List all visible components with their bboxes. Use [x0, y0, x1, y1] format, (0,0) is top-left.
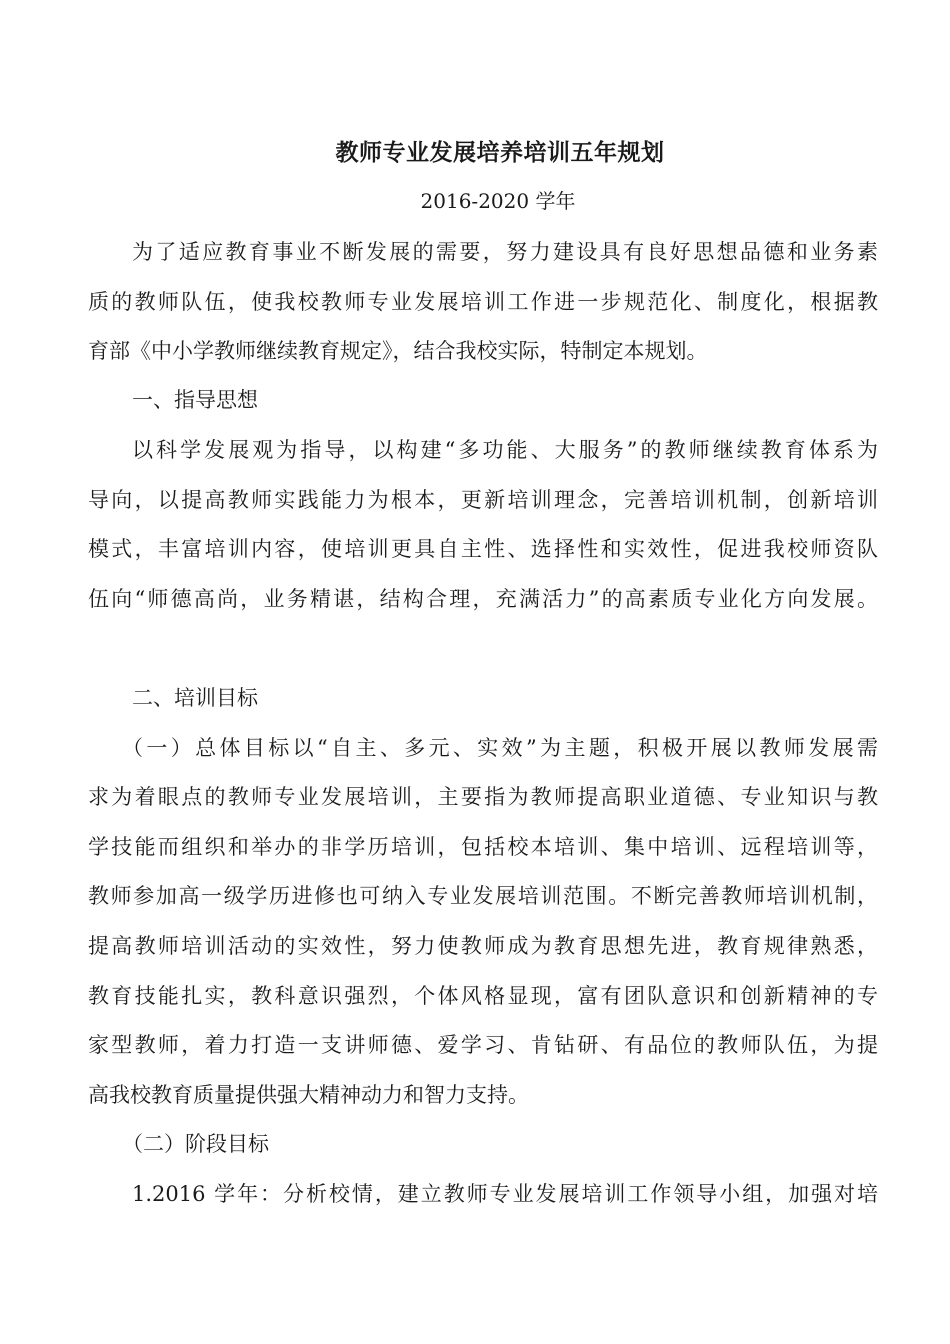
paragraph-line: 教育技能扎实，教科意识强烈，个体风格显现，富有团队意识和创新精神的专 — [88, 984, 878, 1008]
paragraph-line: 质的教师队伍，使我校教师专业发展培训工作进一步规范化、制度化，根据教 — [88, 290, 878, 314]
paragraph-line: （一）总体目标以“自主、多元、实效”为主题，积极开展以教师发展需 — [122, 736, 878, 760]
paragraph-line: 导向，以提高教师实践能力为根本，更新培训理念，完善培训机制，创新培训 — [88, 488, 878, 512]
paragraph-line: 教师参加高一级学历进修也可纳入专业发展培训范围。不断完善教师培训机制， — [88, 884, 878, 908]
document-subtitle: 2016-2020 学年 — [420, 189, 576, 213]
section-heading: 一、指导思想 — [132, 388, 258, 412]
document-title: 教师专业发展培养培训五年规划 — [335, 140, 665, 166]
paragraph-line: 1.2016 学年：分析校情，建立教师专业发展培训工作领导小组，加强对培 — [132, 1182, 878, 1206]
paragraph-line: 求为着眼点的教师专业发展培训，主要指为教师提高职业道德、专业知识与教 — [88, 785, 878, 809]
paragraph-line: 为了适应教育事业不断发展的需要，努力建设具有良好思想品德和业务素 — [132, 240, 878, 264]
paragraph-line: 高我校教育质量提供强大精神动力和智力支持。 — [88, 1083, 529, 1107]
section-heading: 二、培训目标 — [132, 686, 258, 710]
paragraph-line: 学技能而组织和举办的非学历培训，包括校本培训、集中培训、远程培训等， — [88, 835, 878, 859]
paragraph-line: 以科学发展观为指导，以构建“多功能、大服务”的教师继续教育体系为 — [132, 438, 878, 462]
subsection-heading: （二）阶段目标 — [122, 1132, 269, 1156]
paragraph-line: 家型教师，着力打造一支讲师德、爱学习、肯钻研、有品位的教师队伍，为提 — [88, 1033, 878, 1057]
paragraph-line: 伍向“师德高尚，业务精谌，结构合理，充满活力”的高素质专业化方向发展。 — [88, 587, 878, 611]
paragraph-line: 提高教师培训活动的实效性，努力使教师成为教育思想先进，教育规律熟悉， — [88, 934, 878, 958]
paragraph-line: 模式，丰富培训内容，使培训更具自主性、选择性和实效性，促进我校师资队 — [88, 537, 878, 561]
paragraph-line: 育部《中小学教师继续教育规定》，结合我校实际，特制定本规划。 — [88, 339, 708, 363]
